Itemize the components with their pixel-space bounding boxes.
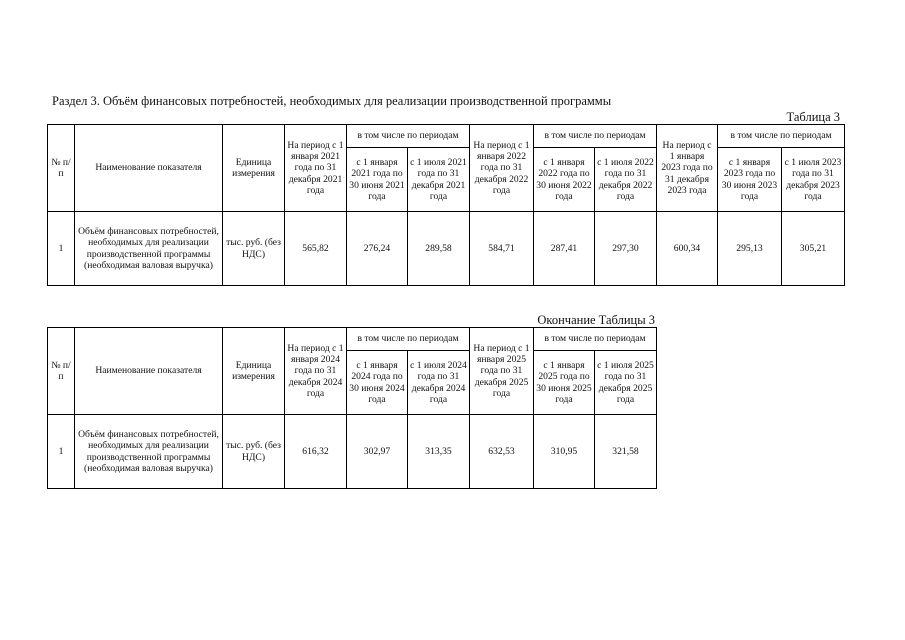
indicator-name: Объём финансовых потребностей, необходимых для реализации производственной программы (необходимая валовая выручка) — [75, 212, 223, 286]
value-cell: 565,82 — [285, 212, 347, 286]
year-total-header: На период с 1 января 2021 года по 31 декабря 2021 года — [285, 125, 347, 212]
value-cell: 297,30 — [595, 212, 657, 286]
value-cell: 616,32 — [285, 415, 347, 489]
table-row — [48, 415, 657, 489]
value-cell: 600,34 — [657, 212, 718, 286]
half-year-header: с 1 января 2022 года по 30 июня 2022 года — [534, 148, 595, 212]
year-total-header: На период с 1 января 2025 года по 31 декабря 2025 года — [470, 328, 534, 415]
half-year-header: с 1 января 2024 года по 30 июня 2024 года — [347, 351, 408, 415]
half-year-header: с 1 января 2021 года по 30 июня 2021 года — [347, 148, 408, 212]
period-group-header: в том числе по периодам — [347, 328, 470, 351]
value-cell: 321,58 — [595, 415, 657, 489]
value-cell: 632,53 — [470, 415, 534, 489]
half-year-header: с 1 января 2023 года по 30 июня 2023 года — [718, 148, 782, 212]
value-cell: 287,41 — [534, 212, 595, 286]
col-name-header: Наименование показателя — [75, 328, 223, 415]
period-group-header: в том числе по периодам — [534, 328, 657, 351]
period-group-header: в том числе по периодам — [347, 125, 470, 148]
indicator-name: Объём финансовых потребностей, необходимых для реализации производственной программы (необходимая валовая выручка) — [75, 415, 223, 489]
unit-cell: тыс. руб. (без НДС) — [223, 212, 285, 286]
half-year-header: с 1 июля 2021 года по 31 декабря 2021 года — [408, 148, 470, 212]
value-cell: 305,21 — [782, 212, 845, 286]
col-number-header: № п/п — [48, 328, 75, 415]
col-number-header: № п/п — [48, 125, 75, 212]
header-row — [48, 328, 657, 351]
col-name-header: Наименование показателя — [75, 125, 223, 212]
table-row — [48, 212, 845, 286]
half-year-header: с 1 июля 2022 года по 31 декабря 2022 года — [595, 148, 657, 212]
col-unit-header: Единица измерения — [223, 125, 285, 212]
period-group-header: в том числе по периодам — [718, 125, 845, 148]
header-row — [48, 125, 845, 148]
year-total-header: На период с 1 января 2023 года по 31 декабря 2023 года — [657, 125, 718, 212]
half-year-header: с 1 июля 2025 года по 31 декабря 2025 года — [595, 351, 657, 415]
financial-needs-table — [47, 124, 845, 286]
value-cell: 313,35 — [408, 415, 470, 489]
value-cell: 310,95 — [534, 415, 595, 489]
year-total-header: На период с 1 января 2022 года по 31 декабря 2022 года — [470, 125, 534, 212]
unit-cell: тыс. руб. (без НДС) — [223, 415, 285, 489]
table-caption: Таблица 3 — [786, 110, 840, 124]
value-cell: 584,71 — [470, 212, 534, 286]
col-unit-header: Единица измерения — [223, 328, 285, 415]
row-number: 1 — [48, 212, 75, 286]
value-cell: 276,24 — [347, 212, 408, 286]
year-total-header: На период с 1 января 2024 года по 31 декабря 2024 года — [285, 328, 347, 415]
period-group-header: в том числе по периодам — [534, 125, 657, 148]
row-number: 1 — [48, 415, 75, 489]
value-cell: 295,13 — [718, 212, 782, 286]
value-cell: 289,58 — [408, 212, 470, 286]
continuation-caption: Окончание Таблицы 3 — [537, 313, 655, 327]
half-year-header: с 1 июля 2024 года по 31 декабря 2024 года — [408, 351, 470, 415]
financial-needs-table-continuation — [47, 327, 657, 489]
half-year-header: с 1 января 2025 года по 30 июня 2025 года — [534, 351, 595, 415]
value-cell: 302,97 — [347, 415, 408, 489]
half-year-header: с 1 июля 2023 года по 31 декабря 2023 года — [782, 148, 845, 212]
section-heading: Раздел 3. Объём финансовых потребностей, необходимых для реализации производственной программы — [52, 94, 612, 108]
